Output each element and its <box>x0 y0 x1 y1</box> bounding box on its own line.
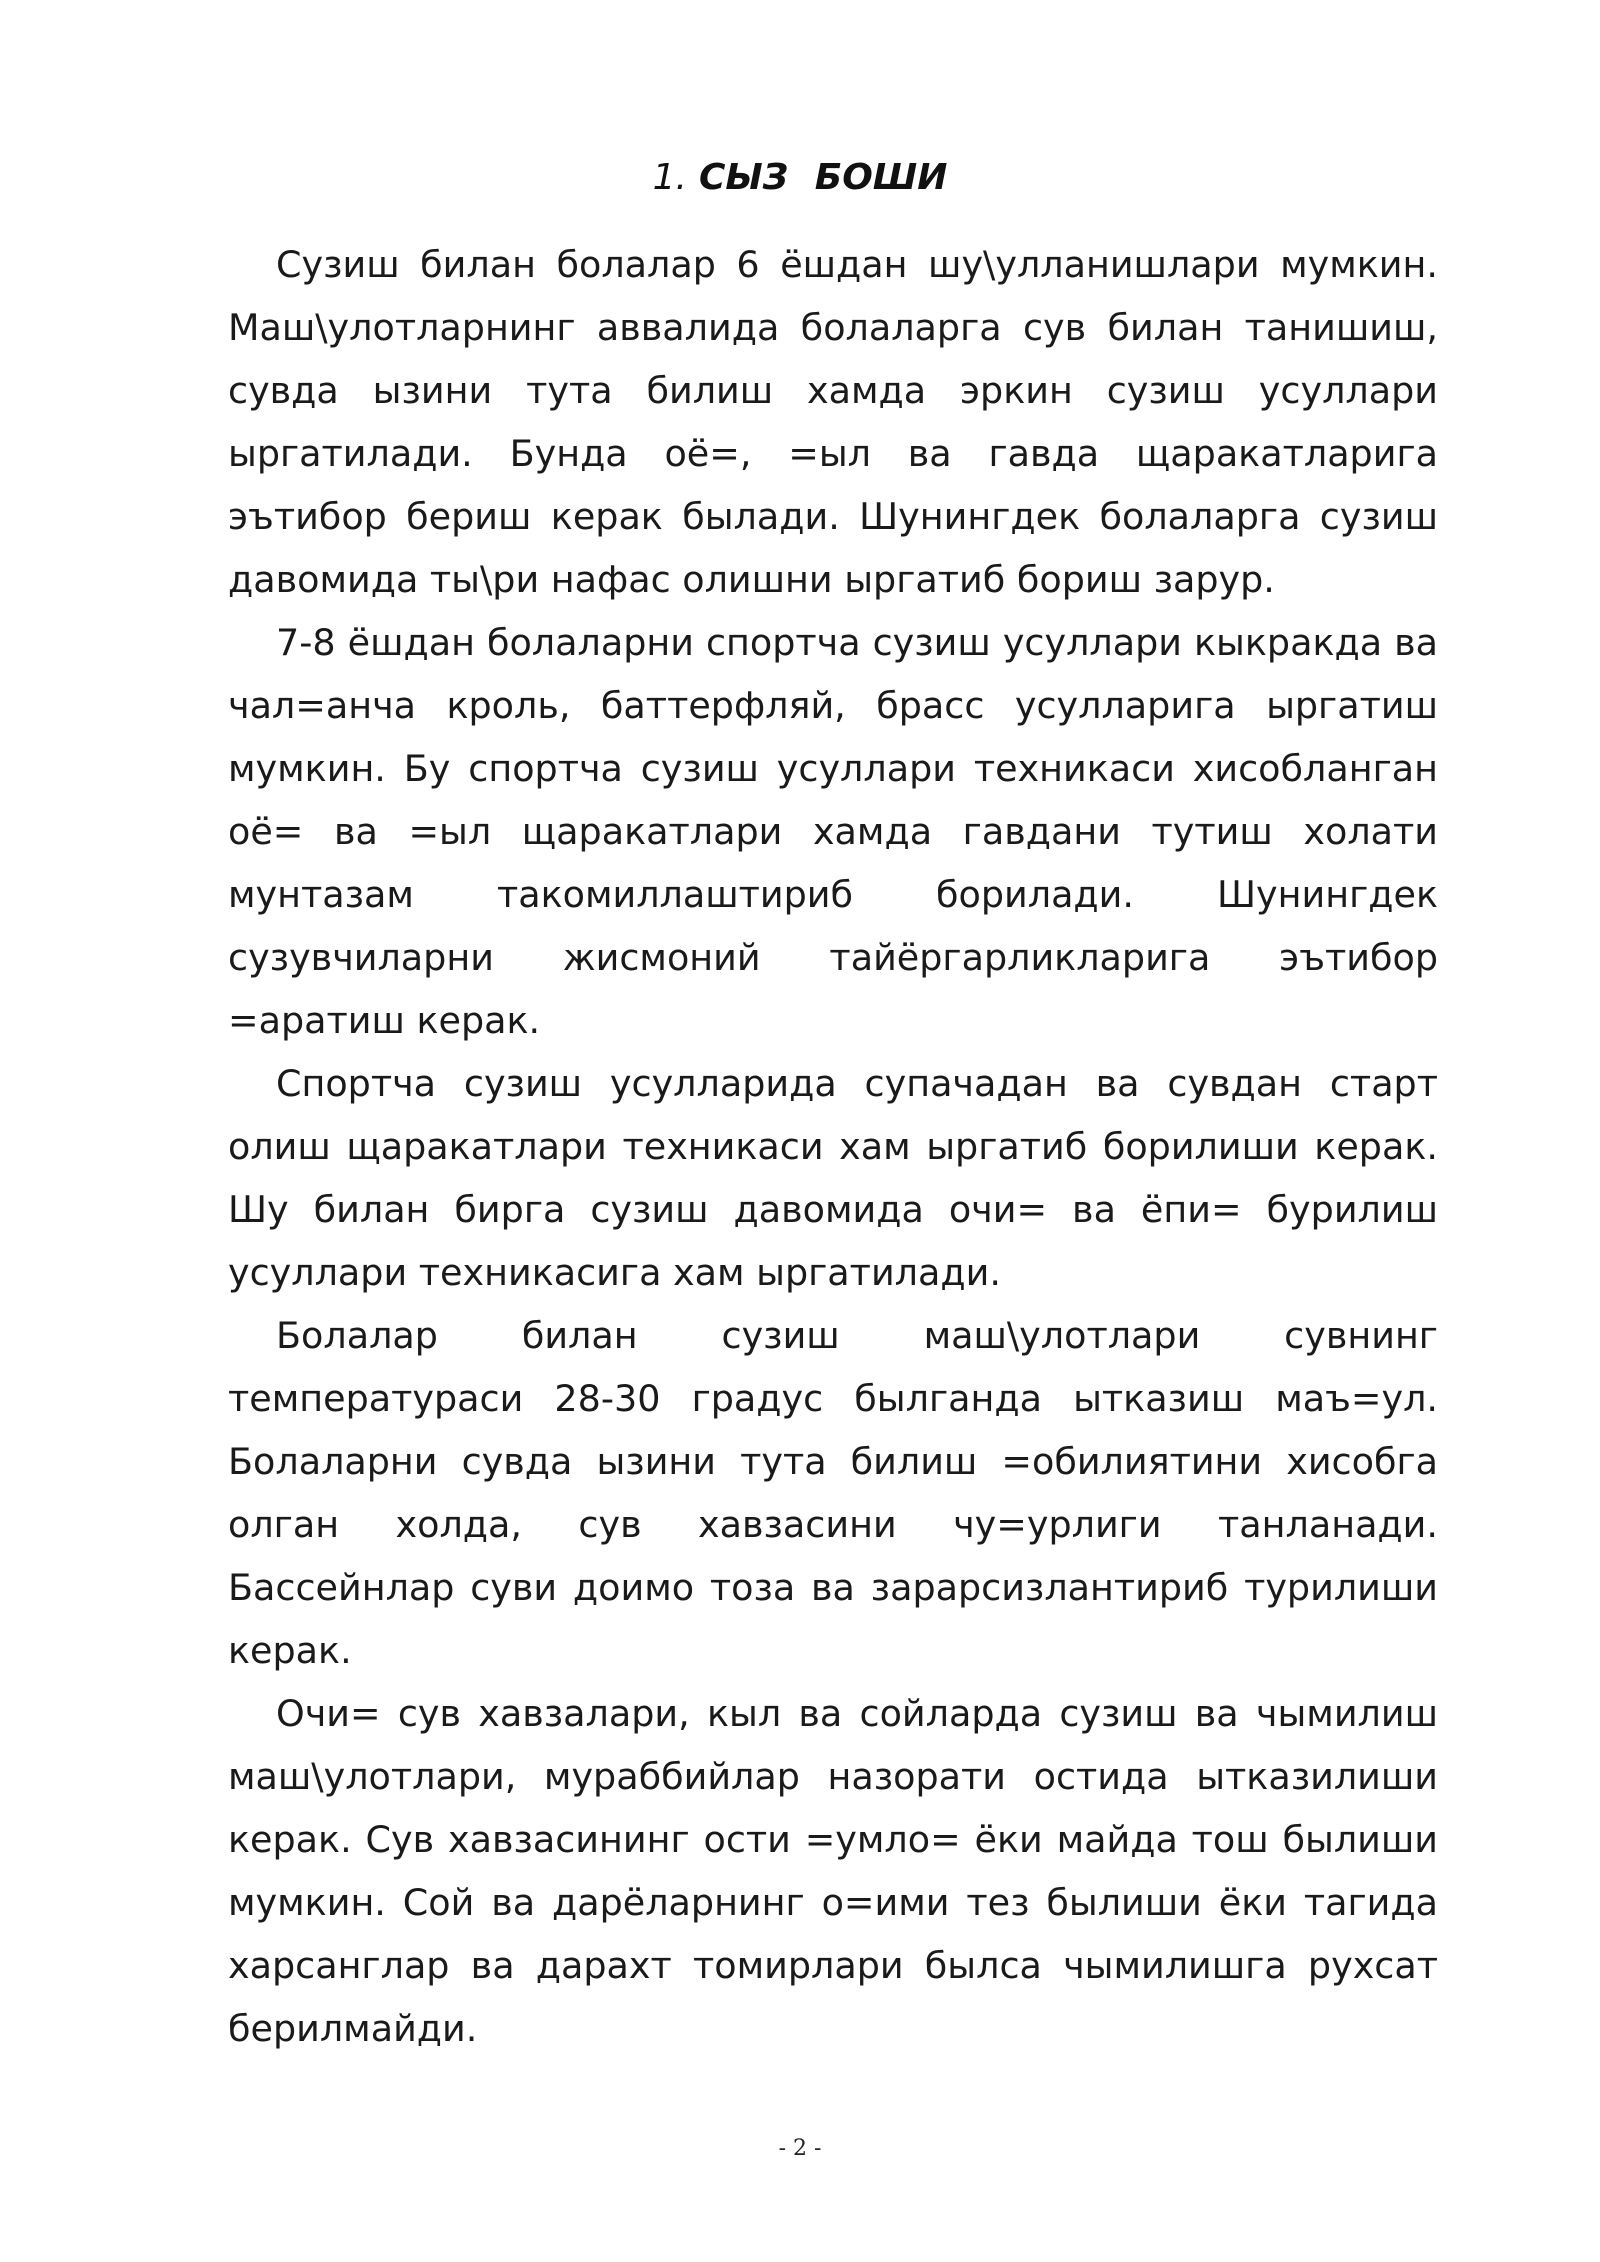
paragraph: Спортча сузиш усулларида супачадан ва сувдан старт олиш щаракатлари техникаси хам ыргатиб борилиши керак. Шу билан бирга сузиш давомида очи= ва ёпи= бурилиш усуллари техникасига хам ыргатилади. <box>228 1062 1438 1294</box>
paragraph: Сузиш билан болалар 6 ёшдан шу\улланишлари мумкин. Маш\улотларнинг аввалида болаларга сув билан танишиш, сувда ызини тута билиш хамда эркин сузиш усуллари ыргатилади. Бунда оё=, =ыл ва гавда щаракатларига эътибор бериш керак былади. Шунингдек болаларга сузиш давомида ты\ри нафас олишни ыргатиб бориш зарур. <box>228 243 1438 601</box>
section-title: СЫЗ БОШИ <box>698 157 948 198</box>
paragraph: Болалар билан сузиш маш\улотлари сувнинг температураси 28-30 градус былганда ытказиш маъ=ул. Болаларни сувда ызини тута билиш =обилиятини хисобга олган холда, сув хавзасини чу=урлиги танланади. Бассейнлар суви доимо тоза ва зарарсизлантириб турилиши керак. <box>228 1314 1438 1672</box>
section-number: 1. <box>652 157 687 198</box>
paragraph: 7-8 ёшдан болаларни спортча сузиш усуллари кыкракда ва чал=анча кроль, баттерфляй, брасс усулларига ыргатиш мумкин. Бу спортча сузиш усуллари техникаси хисобланган оё= ва =ыл щаракатлари хамда гавдани тутиш холати мунтазам такомиллаштириб борилади. Шунингдек сузувчиларни жисмоний тайёргарликларига эътибор =аратиш керак. <box>228 621 1438 1042</box>
section-heading <box>0 152 1600 204</box>
paragraph: Очи= сув хавзалари, кыл ва сойларда сузиш ва чымилиш маш\улотлари, мураббийлар назорати остида ытказилиши керак. Сув хавзасининг ости =умло= ёки майда тош былиши мумкин. Сой ва дарёларнинг о=ими тез былиши ёки тагида харсанглар ва дарахт томирлари былса чымилишга рухсат берилмайди. <box>228 1692 1438 2050</box>
page-number: - 2 - <box>778 2136 822 2161</box>
body-text <box>228 233 1438 2060</box>
